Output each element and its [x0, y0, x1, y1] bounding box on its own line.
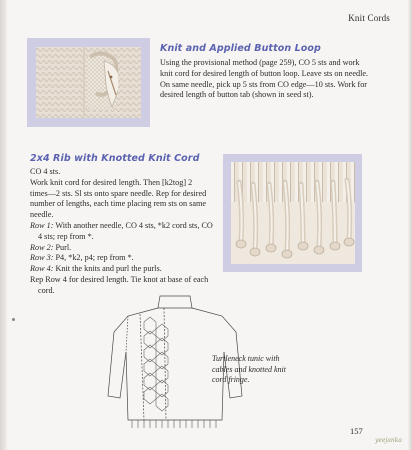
row-text: P4, *k2, p4; rep from *. [53, 253, 134, 263]
text-line: On same needle, pick up 5 sts from CO edge—10 sts. Work for [160, 79, 368, 89]
caption-line: cables and knotted knit [212, 364, 286, 374]
row-4-line [30, 264, 216, 275]
rib-cord-instructions [30, 167, 216, 297]
row-label: Row 2: [30, 242, 54, 252]
text-line: knit cord for desired length of button loop. Leave sts on needle. [160, 68, 369, 78]
text-line: cord. [38, 285, 55, 295]
section-title-rib-knotted-cord: 2x4 Rib with Knotted Knit Cord [30, 153, 200, 164]
text-line: number of lengths, each time placing rem sts on same [30, 199, 206, 209]
button-loop-photo [36, 47, 141, 118]
tunic-caption [212, 354, 302, 386]
running-head: Knit Cords [348, 13, 390, 23]
text-line: times—2 sts. Sl sts onto spare needle. Rep for desired [30, 188, 207, 198]
text-line: CO 4 sts. [30, 167, 61, 176]
text-line: Rep Row 4 for desired length. Tie knot at base of each [30, 274, 209, 284]
text-line: needle. [30, 210, 54, 220]
row-text: Knit the knits and purl the purls. [53, 264, 162, 274]
page-gutter-shadow [0, 0, 7, 450]
page-edge-shadow [408, 0, 412, 450]
row-text: Purl. [53, 242, 72, 252]
caption-line: Turtleneck tunic with [212, 354, 280, 363]
text-line: desired length of button tab (shown in seed st). [160, 90, 314, 100]
row-2-line [30, 243, 216, 254]
text-line: 4 sts; rep from *. [38, 231, 94, 241]
text-line: Work knit cord for desired length. Then [k2tog] 2 [30, 177, 193, 187]
row-1-line [30, 221, 216, 232]
knotted-cord-photo [231, 162, 355, 264]
row-3-line [30, 253, 216, 264]
button-loop-instructions [160, 58, 376, 101]
row-text: With another needle, CO 4 sts, *k2 cord sts, CO [53, 220, 213, 230]
page-number: 157 [350, 426, 363, 436]
text-line: Using the provisional method (page 259), CO 5 sts and work [160, 58, 360, 67]
page-speck [12, 318, 15, 321]
watermark: yeejanka [374, 437, 402, 444]
row-label: Row 1: [30, 220, 54, 230]
caption-line: cord fringe. [212, 375, 250, 384]
row-label: Row 3: [30, 253, 54, 263]
row-label: Row 4: [30, 264, 54, 274]
section-title-button-loop: Knit and Applied Button Loop [160, 43, 321, 54]
